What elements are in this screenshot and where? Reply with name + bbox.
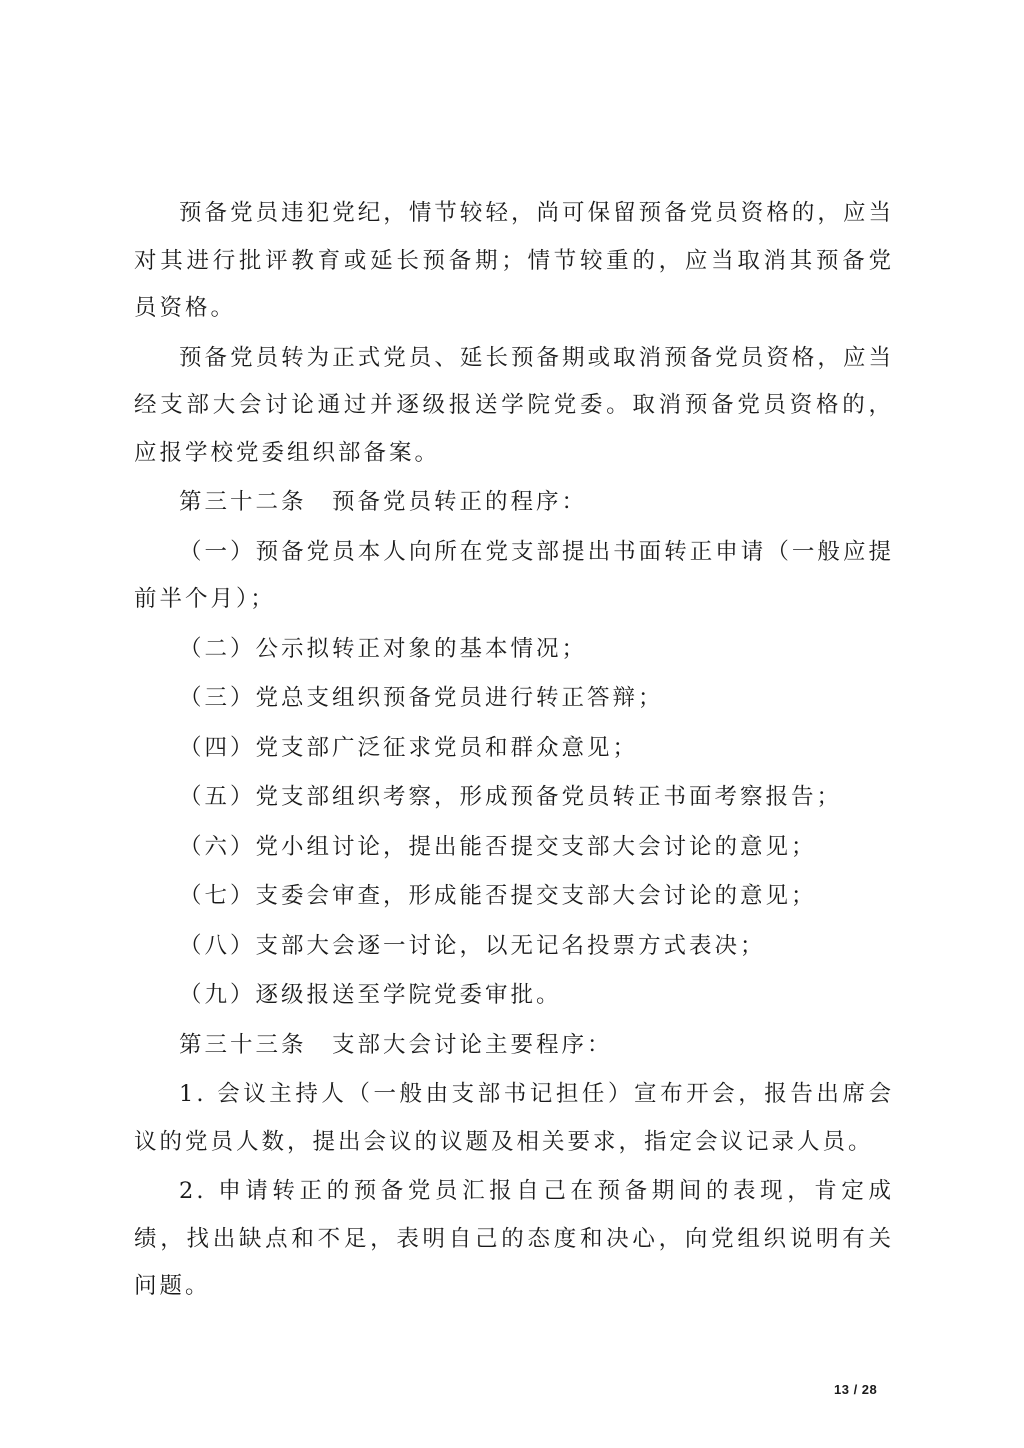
procedure-step-2: 2. 申请转正的预备党员汇报自己在预备期间的表现，肯定成绩，找出缺点和不足，表明自己的态度和决心，向党组织说明有关问题。	[134, 1178, 894, 1299]
list-item-4: （四）党支部广泛征求党员和群众意见；	[179, 734, 639, 761]
list-item-6: （六）党小组讨论，提出能否提交支部大会讨论的意见；	[179, 833, 817, 860]
paragraph-membership-change: 预备党员转为正式党员、延长预备期或取消预备党员资格，应当经支部大会讨论通过并逐级报送学院党委。取消预备党员资格的，应报学校党委组织部备案。	[134, 344, 894, 466]
document-body	[134, 190, 894, 1311]
article-32-heading: 第三十二条 预备党员转正的程序：	[179, 489, 588, 515]
list-item-2: （二）公示拟转正对象的基本情况；	[179, 635, 588, 662]
page-number: 13 / 28	[834, 1382, 878, 1397]
list-item-5: （五）党支部组织考察，形成预备党员转正书面考察报告；	[179, 784, 843, 810]
list-item-1: （一）预备党员本人向所在党支部提出书面转正申请（一般应提前半个月）；	[134, 538, 894, 612]
list-item-9: （九）逐级报送至学院党委审批。	[179, 982, 562, 1008]
procedure-step-1: 1. 会议主持人（一般由支部书记担任）宣布开会，报告出席会议的党员人数，提出会议的议题及相关要求，指定会议记录人员。	[134, 1081, 894, 1155]
list-item-3: （三）党总支组织预备党员进行转正答辩；	[179, 685, 664, 711]
article-33-heading: 第三十三条 支部大会讨论主要程序：	[179, 1031, 613, 1058]
list-item-8: （八）支部大会逐一讨论，以无记名投票方式表决；	[179, 932, 766, 959]
list-item-7: （七）支委会审查，形成能否提交支部大会讨论的意见；	[179, 883, 817, 909]
paragraph-probation-violation: 预备党员违犯党纪，情节较轻，尚可保留预备党员资格的，应当对其进行批评教育或延长预备期；情节较重的，应当取消其预备党员资格。	[134, 200, 894, 321]
